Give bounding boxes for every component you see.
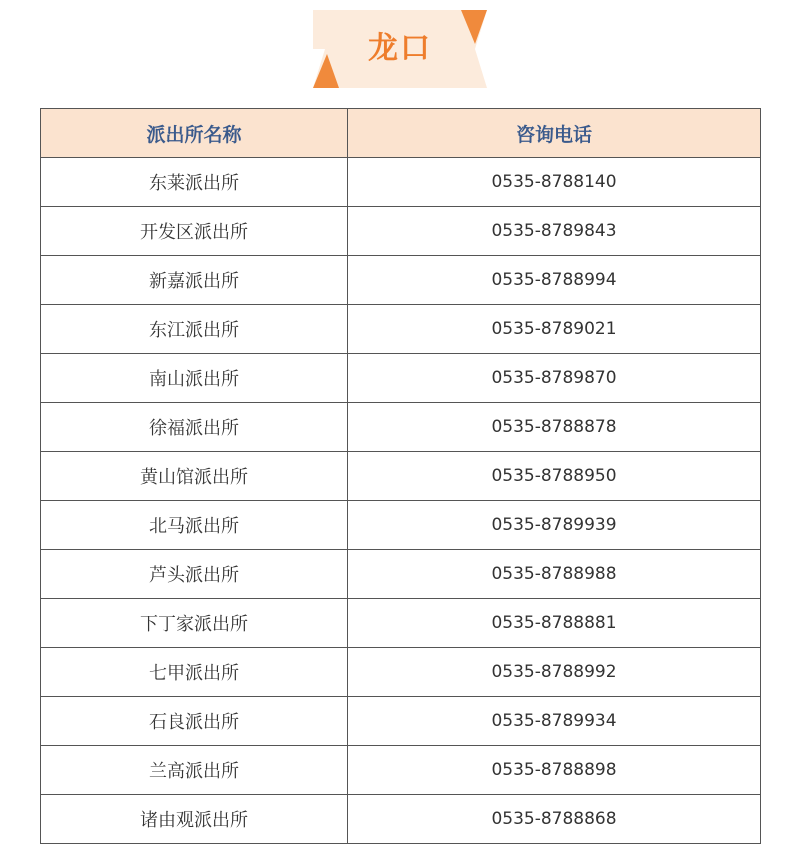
station-name-cell: 东莱派出所: [41, 158, 348, 207]
table-row: [41, 648, 761, 697]
station-name-cell: 黄山馆派出所: [41, 452, 348, 501]
station-name-cell: 下丁家派出所: [41, 599, 348, 648]
station-name-cell: 开发区派出所: [41, 207, 348, 256]
phone-cell: 0535-8788881: [348, 599, 761, 648]
station-name-cell: 北马派出所: [41, 501, 348, 550]
table-row: [41, 158, 761, 207]
page-title: 龙口: [368, 31, 432, 66]
station-name-cell: 七甲派出所: [41, 648, 348, 697]
table-row: [41, 256, 761, 305]
station-name-cell: 兰高派出所: [41, 746, 348, 795]
phone-cell: 0535-8788868: [348, 795, 761, 844]
phone-cell: 0535-8789021: [348, 305, 761, 354]
station-phone-table: [40, 108, 761, 844]
station-name-cell: 芦头派出所: [41, 550, 348, 599]
phone-cell: 0535-8789939: [348, 501, 761, 550]
table-row: [41, 697, 761, 746]
title-banner: [313, 10, 487, 88]
phone-cell: 0535-8788950: [348, 452, 761, 501]
phone-cell: 0535-8788140: [348, 158, 761, 207]
table-row: [41, 599, 761, 648]
phone-cell: 0535-8789934: [348, 697, 761, 746]
table-row: [41, 746, 761, 795]
header-phone: 咨询电话: [348, 109, 761, 158]
phone-cell: 0535-8788992: [348, 648, 761, 697]
phone-cell: 0535-8788994: [348, 256, 761, 305]
table-row: [41, 354, 761, 403]
table-row: [41, 550, 761, 599]
table-row: [41, 452, 761, 501]
table-row: [41, 207, 761, 256]
phone-cell: 0535-8788898: [348, 746, 761, 795]
table-row: [41, 305, 761, 354]
police-station-table: [40, 108, 760, 844]
header-station-name: 派出所名称: [41, 109, 348, 158]
station-name-cell: 徐福派出所: [41, 403, 348, 452]
station-name-cell: 南山派出所: [41, 354, 348, 403]
phone-cell: 0535-8789843: [348, 207, 761, 256]
table-row: [41, 501, 761, 550]
phone-cell: 0535-8789870: [348, 354, 761, 403]
station-name-cell: 诸由观派出所: [41, 795, 348, 844]
table-row: [41, 795, 761, 844]
station-name-cell: 东江派出所: [41, 305, 348, 354]
table-body: [41, 158, 761, 844]
phone-cell: 0535-8788988: [348, 550, 761, 599]
station-name-cell: 石良派出所: [41, 697, 348, 746]
phone-cell: 0535-8788878: [348, 403, 761, 452]
table-row: [41, 403, 761, 452]
station-name-cell: 新嘉派出所: [41, 256, 348, 305]
table-header-row: [41, 109, 761, 158]
